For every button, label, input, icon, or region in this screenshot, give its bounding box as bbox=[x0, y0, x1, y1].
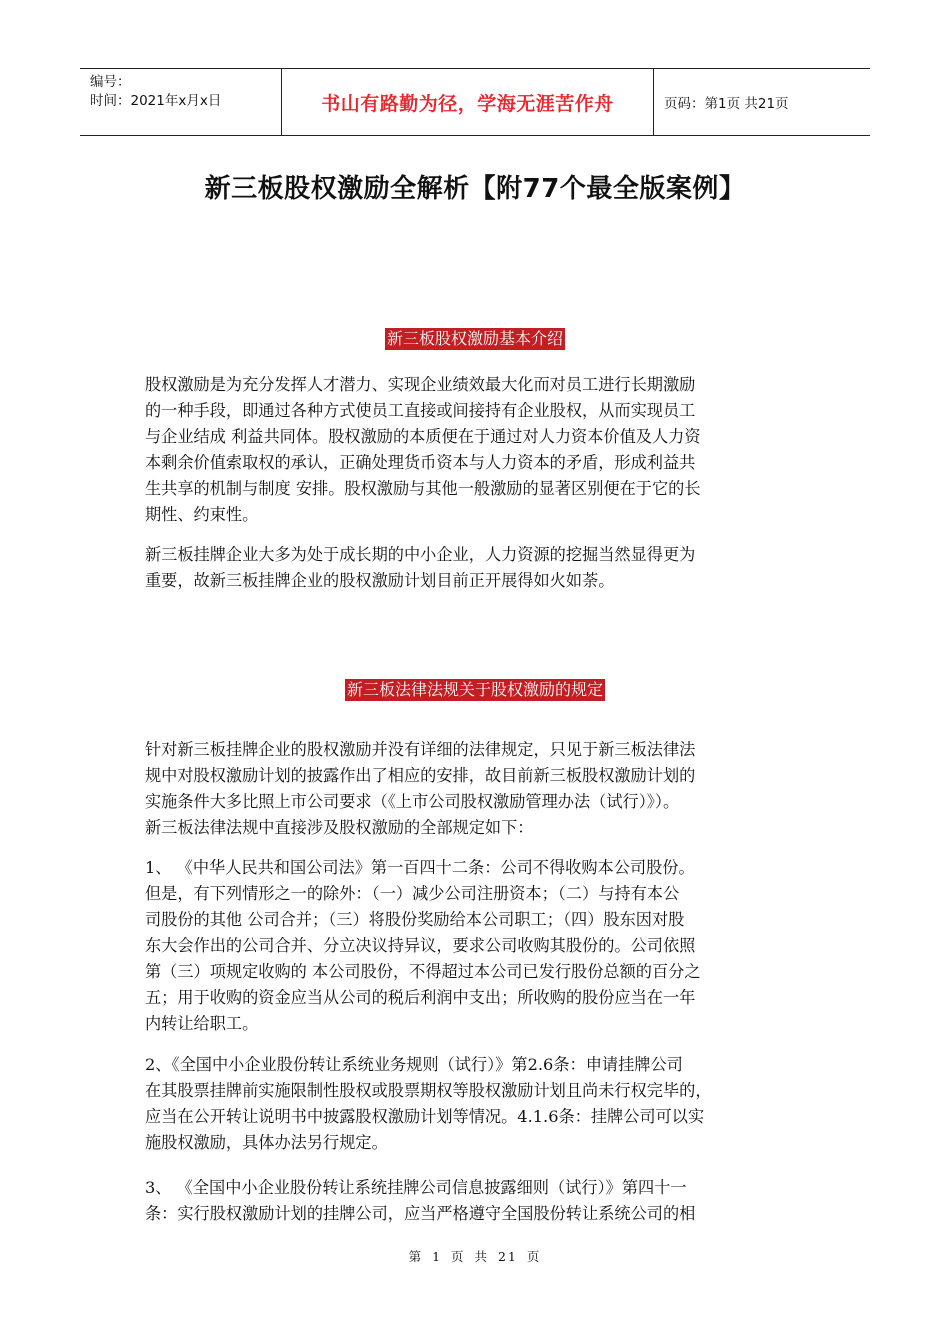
header-page-cell bbox=[654, 69, 870, 135]
section-2-heading-wrap bbox=[0, 679, 950, 701]
number-label: 编号： bbox=[90, 74, 131, 90]
header-meta-cell bbox=[80, 69, 282, 135]
header-table bbox=[80, 68, 870, 136]
paragraph bbox=[145, 1052, 810, 1156]
text-line: 第（三）项规定收购的 本公司股份，不得超过本公司已发行股份总额的百分之 bbox=[145, 962, 701, 981]
text-line: 规中对股权激励计划的披露作出了相应的安排，故目前新三板股权激励计划的 bbox=[145, 766, 696, 785]
text-line: 期性、约束性。 bbox=[145, 505, 259, 524]
text-line: 司股份的其他 公司合并；（三）将股份奖励给本公司职工；（四）股东因对股 bbox=[145, 910, 685, 929]
text-line: 本剩余价值索取权的承认，正确处理货币资本与人力资本的矛盾，形成利益共 bbox=[145, 453, 696, 472]
text-line: 东大会作出的公司合并、分立决议持异议，要求公司收购其股份的。公司依照 bbox=[145, 936, 696, 955]
paragraph bbox=[145, 737, 810, 841]
paragraph bbox=[145, 542, 810, 594]
paragraph bbox=[145, 1175, 810, 1227]
section-heading: 新三板股权激励基本介绍 bbox=[386, 329, 563, 348]
text-line: 3、 《全国中小企业股份转让系统挂牌公司信息披露细则（试行）》第四十一 bbox=[145, 1178, 687, 1197]
paragraph bbox=[145, 855, 810, 1037]
text-line: 施股权激励，具体办法另行规定。 bbox=[145, 1133, 388, 1152]
motto-text: 书山有路勤为径，学海无涯苦作舟 bbox=[321, 92, 614, 115]
header-motto-cell bbox=[282, 69, 654, 135]
page-info: 页码：第1页 共21页 bbox=[664, 96, 789, 112]
text-line: 条：实行股权激励计划的挂牌公司，应当严格遵守全国股份转让系统公司的相 bbox=[145, 1204, 696, 1223]
text-line: 生共享的机制与制度 安排。股权激励与其他一般激励的显著区别便在于它的长 bbox=[145, 479, 701, 498]
time-label: 时间：2021年x月x日 bbox=[90, 93, 222, 109]
document-title: 新三板股权激励全解析【附77个最全版案例】 bbox=[204, 174, 746, 204]
text-line: 应当在公开转让说明书中披露股权激励计划等情况。4.1.6条：挂牌公司可以实 bbox=[145, 1107, 705, 1126]
paragraph bbox=[145, 372, 810, 528]
text-line: 重要，故新三板挂牌企业的股权激励计划目前正开展得如火如荼。 bbox=[145, 571, 615, 590]
text-line: 新三板法律法规中直接涉及股权激励的全部规定如下： bbox=[145, 818, 534, 837]
text-line: 与企业结成 利益共同体。股权激励的本质便在于通过对人力资本价值及人力资 bbox=[145, 427, 701, 446]
text-line: 内转让给职工。 bbox=[145, 1014, 259, 1033]
page-footer: 第 1 页 共 21 页 bbox=[408, 1249, 542, 1264]
text-line: 五；用于收购的资金应当从公司的税后利润中支出；所收购的股份应当在一年 bbox=[145, 988, 696, 1007]
text-line: 2、《全国中小企业股份转让系统业务规则（试行）》第2.6条：申请挂牌公司 bbox=[145, 1055, 683, 1074]
text-line: 1、 《中华人民共和国公司法》第一百四十二条：公司不得收购本公司股份。 bbox=[145, 858, 695, 877]
text-line: 股权激励是为充分发挥人才潜力、实现企业绩效最大化而对员工进行长期激励 bbox=[145, 375, 696, 394]
text-line: 新三板挂牌企业大多为处于成长期的中小企业，人力资源的挖掘当然显得更为 bbox=[145, 545, 696, 564]
text-line: 实施条件大多比照上市公司要求（《上市公司股权激励管理办法（试行）》）。 bbox=[145, 792, 680, 811]
text-line: 在其股票挂牌前实施限制性股权或股票期权等股权激励计划且尚未行权完毕的， bbox=[145, 1081, 712, 1100]
section-1-heading-wrap bbox=[0, 328, 950, 350]
text-line: 针对新三板挂牌企业的股权激励并没有详细的法律规定，只见于新三板法律法 bbox=[145, 740, 696, 759]
section-heading: 新三板法律法规关于股权激励的规定 bbox=[346, 680, 603, 699]
text-line: 但是，有下列情形之一的除外：（一）减少公司注册资本；（二）与持有本公 bbox=[145, 884, 680, 903]
text-line: 的一种手段，即通过各种方式使员工直接或间接持有企业股权，从而实现员工 bbox=[145, 401, 696, 420]
